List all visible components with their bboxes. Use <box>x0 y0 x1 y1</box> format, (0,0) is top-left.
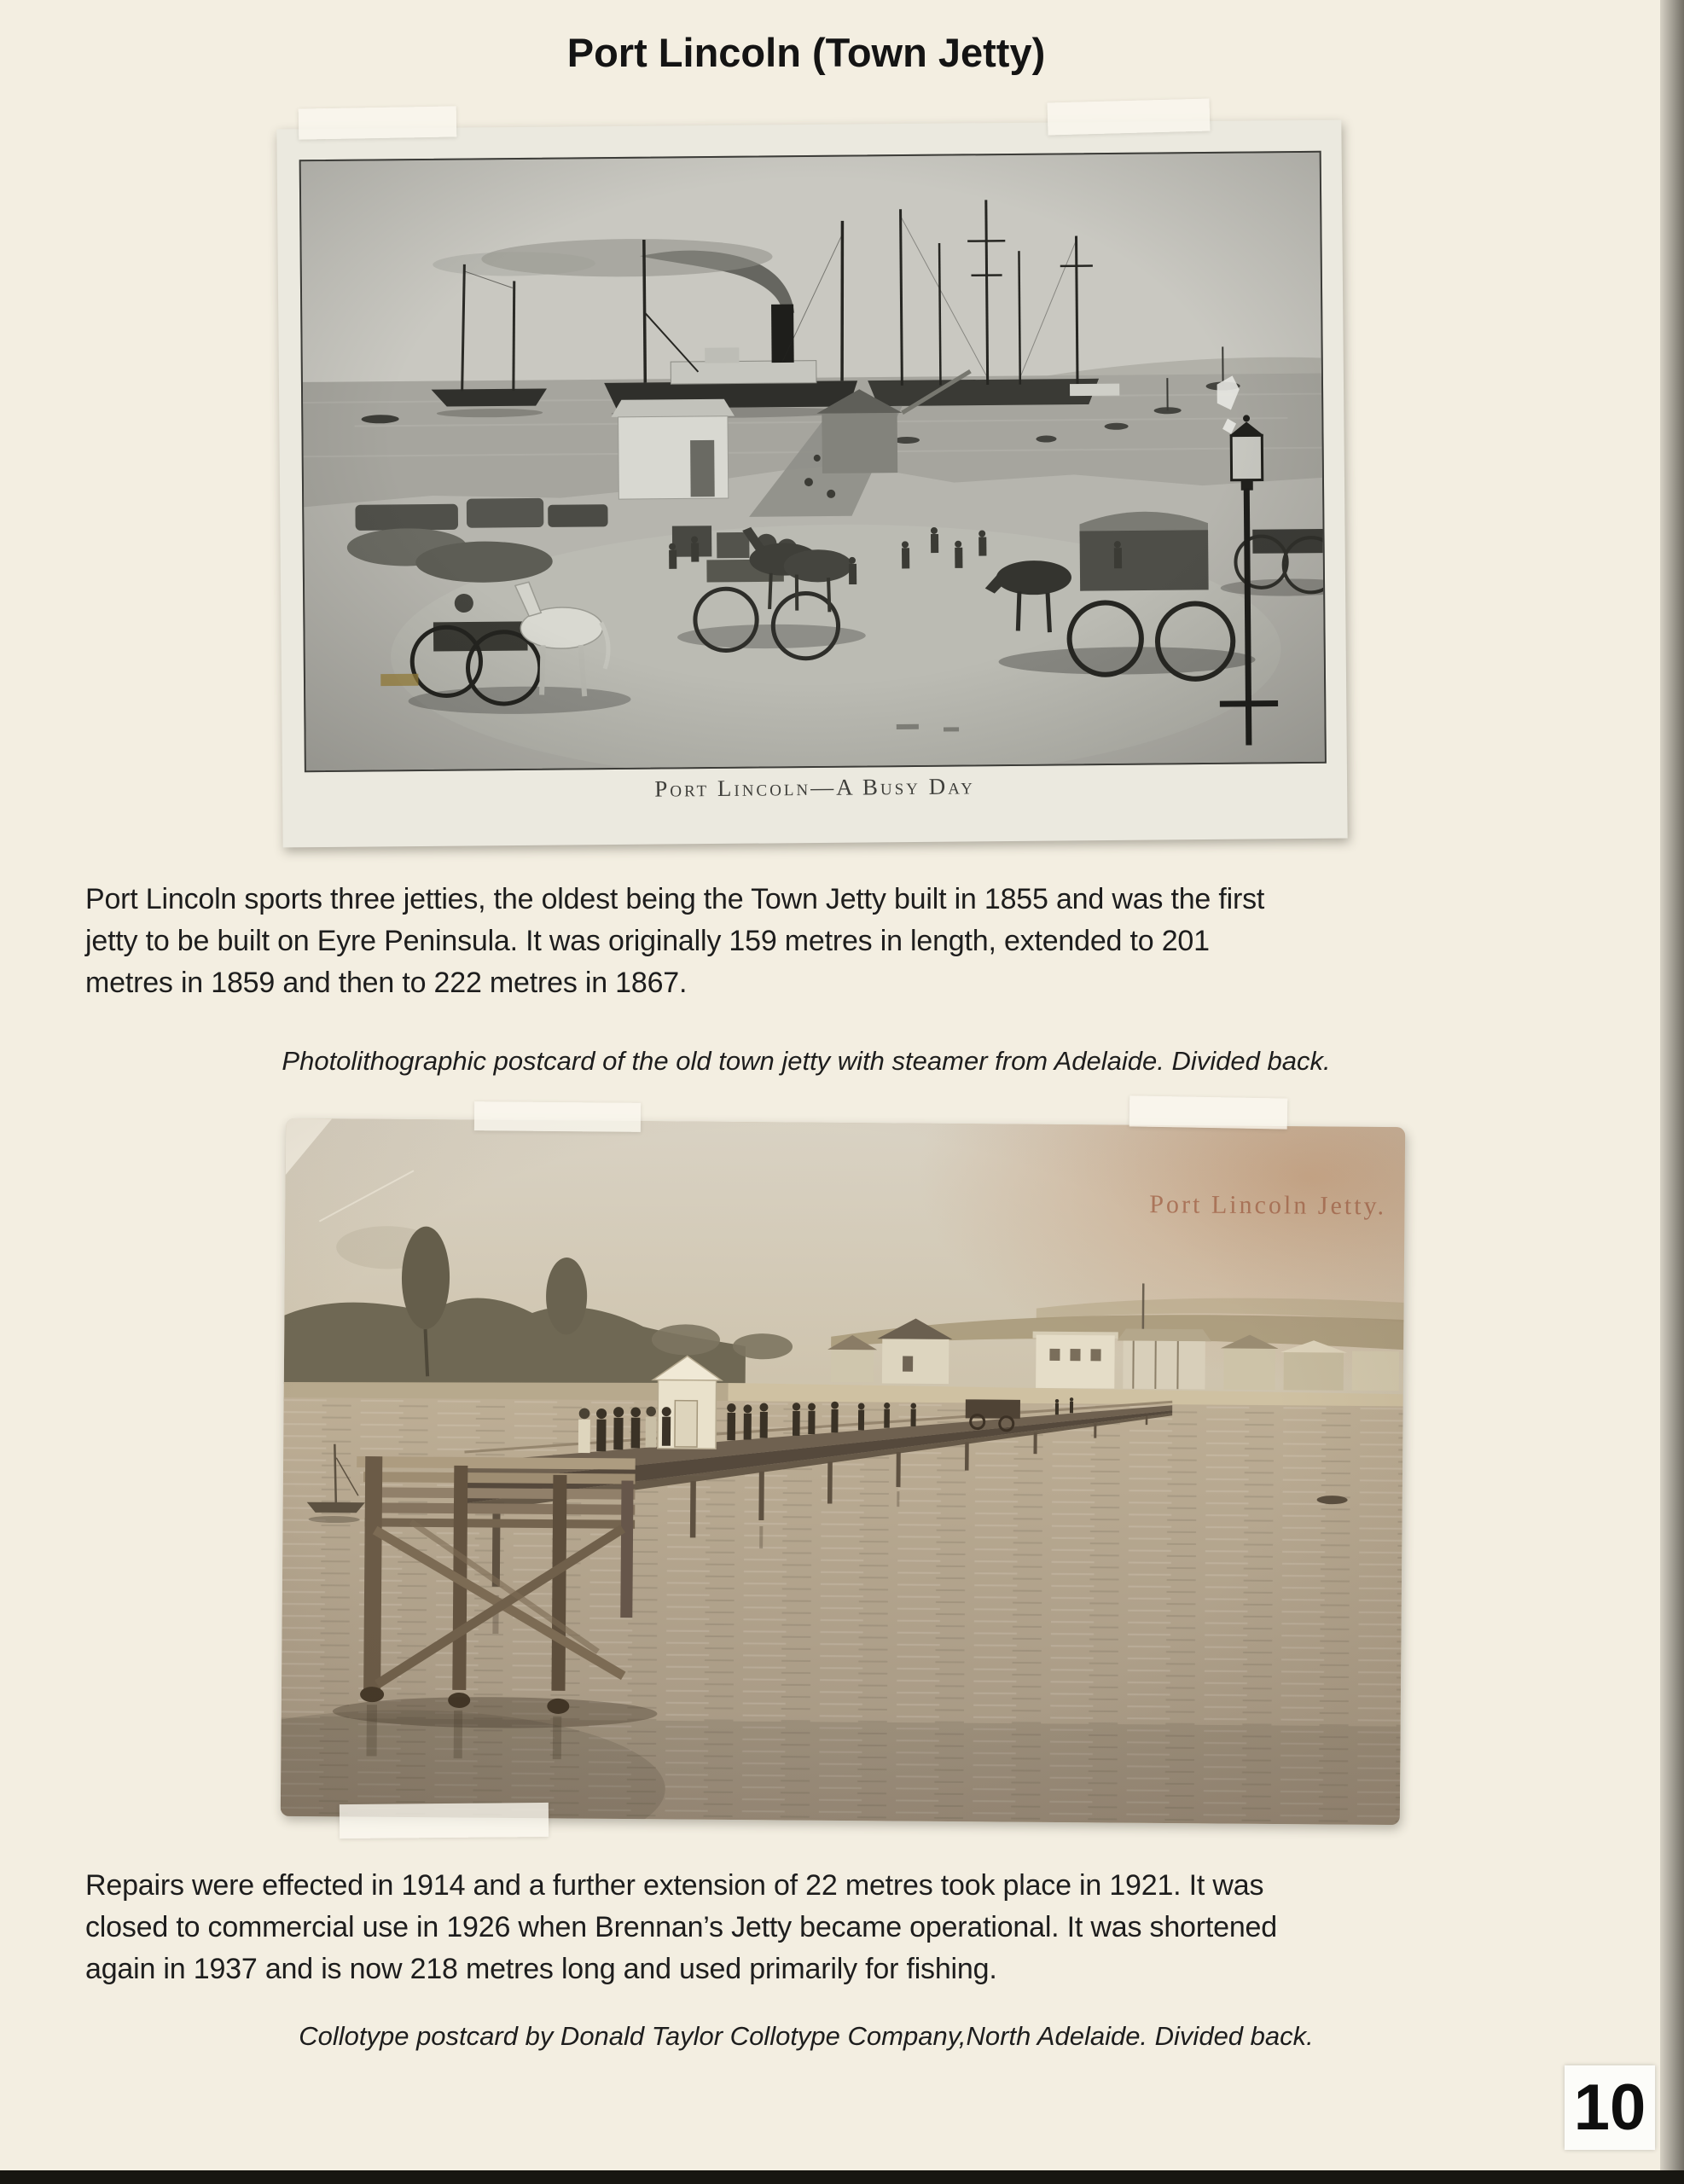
jetty-scene-illustration <box>281 1118 1405 1825</box>
tape-mark <box>340 1803 549 1838</box>
tape-mark <box>1129 1095 1288 1129</box>
caption-collotype: Collotype postcard by Donald Taylor Collotype Company,North Adelaide. Divided back. <box>299 2021 1314 2051</box>
paragraph-jetty-repairs <box>85 1865 1277 1990</box>
page-number-label <box>1565 2065 1655 2150</box>
tape-mark <box>299 106 457 139</box>
text-line: Repairs were effected in 1914 and a further extension of 22 metres took place in 1921. It was <box>85 1869 1264 1902</box>
harbour-scene-illustration <box>301 153 1325 770</box>
age-vignette <box>281 1118 1405 1825</box>
scan-bottom-edge <box>0 2170 1684 2184</box>
text-line: jetty to be built on Eyre Peninsula. It was originally 159 metres in length, extended to 201 <box>85 925 1210 957</box>
postcard-jetty <box>281 1118 1405 1825</box>
postcard-busy-day <box>276 120 1347 848</box>
page-number: 10 <box>1573 2071 1646 2144</box>
tape-mark <box>1048 99 1211 136</box>
text-line: closed to commercial use in 1926 when Brennan’s Jetty became operational. It was shortened <box>85 1911 1277 1943</box>
postcard1-caption: Port Lincoln—A Busy Day <box>654 773 976 802</box>
postcard1-photo <box>299 151 1327 772</box>
page-title: Port Lincoln (Town Jetty) <box>566 30 1046 75</box>
paragraph-jetty-history <box>85 879 1264 1004</box>
text-line: metres in 1859 and then to 222 metres in 1867. <box>85 967 688 999</box>
tape-mark <box>474 1101 641 1132</box>
vignette <box>301 153 1325 770</box>
caption-photolithographic: Photolithographic postcard of the old town jetty with steamer from Adelaide. Divided back. <box>282 1046 1331 1076</box>
scan-right-edge <box>1660 0 1684 2184</box>
text-line: again in 1937 and is now 218 metres long and used primarily for fishing. <box>85 1953 997 1985</box>
text-line: Port Lincoln sports three jetties, the oldest being the Town Jetty built in 1855 and was the first <box>85 883 1265 915</box>
